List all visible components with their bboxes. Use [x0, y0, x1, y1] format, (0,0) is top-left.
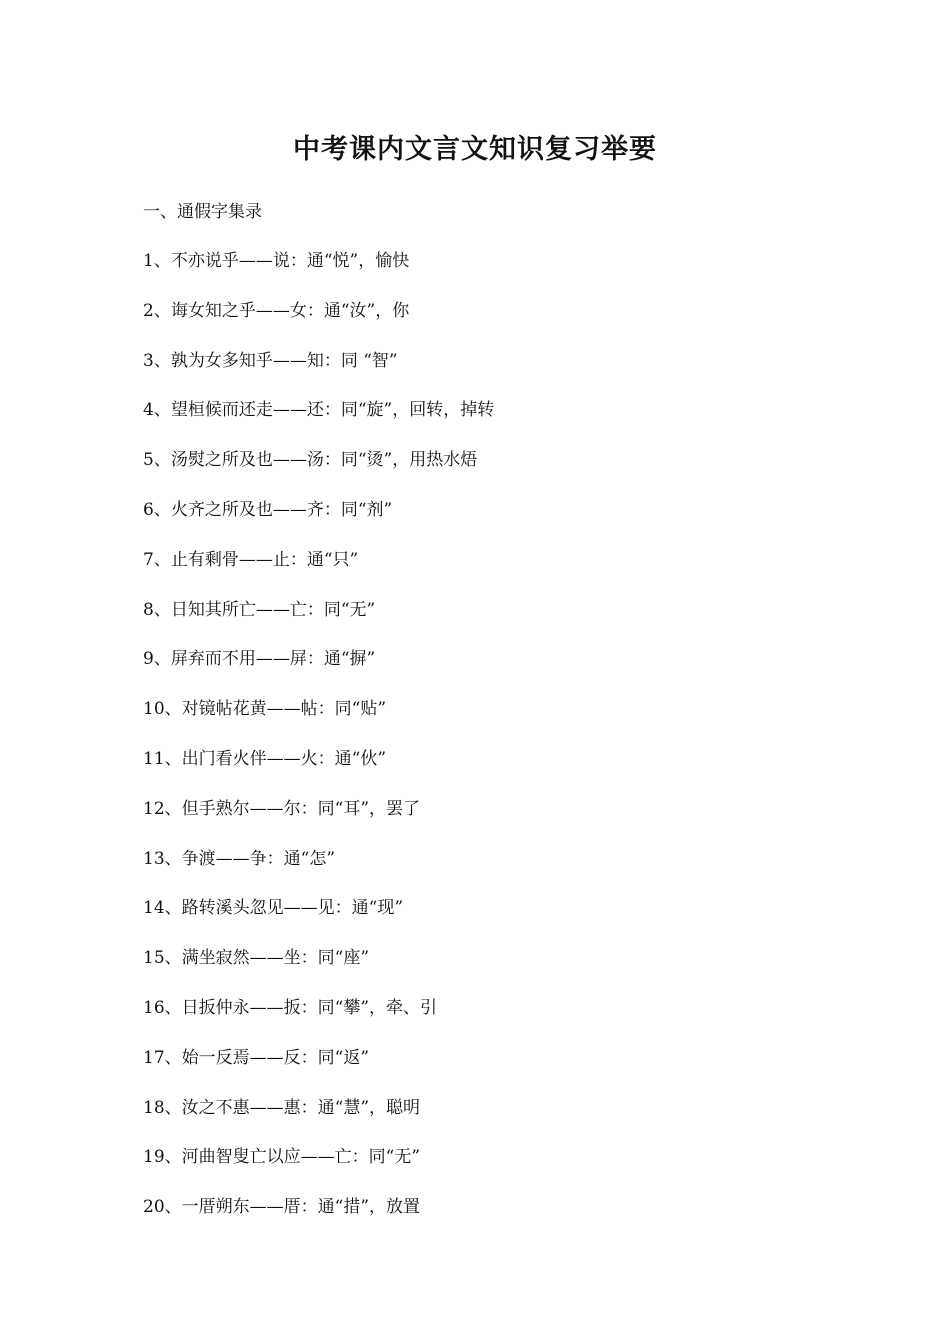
list-item: 1、不亦说乎——说：通“悦”，愉快	[143, 251, 410, 271]
list-item: 11、出门看火伴——火：通“伙”	[143, 748, 387, 769]
list-item: 6、火齐之所及也——齐：同“剂”	[143, 499, 393, 520]
list-item: 13、争渡——争：通“怎”	[143, 848, 336, 869]
list-item: 9、屏弃而不用——屏：通“摒”	[143, 649, 376, 670]
list-item: 5、汤熨之所及也——汤：同“烫”，用热水焐	[143, 450, 478, 471]
list-item: 7、止有剩骨——止：通“只”	[143, 549, 359, 570]
document-title: 中考课内文言文知识复习举要	[293, 134, 657, 165]
list-item: 17、始一反焉——反：同“返”	[143, 1047, 370, 1068]
section-heading: 一、通假字集录	[143, 202, 262, 222]
entry-list	[143, 247, 494, 1243]
list-item: 8、日知其所亡——亡：同“无”	[143, 599, 376, 620]
list-item: 18、汝之不惠——惠：通“慧”，聪明	[143, 1097, 421, 1118]
list-item: 10、对镜帖花黄——帖：同“贴”	[143, 699, 387, 720]
list-item: 20、一厝朔东——厝：通“措”，放置	[143, 1197, 421, 1218]
list-item: 4、望桓候而还走——还：同“旋”，回转，掉转	[143, 400, 495, 421]
list-item: 16、日扳仲永——扳：同“攀”，牵、引	[143, 997, 438, 1018]
list-item: 12、但手熟尔——尔：同“耳”，罢了	[143, 798, 421, 819]
list-item: 3、孰为女多知乎——知：同 “智”	[143, 350, 398, 371]
list-item: 15、满坐寂然——坐：同“座”	[143, 948, 370, 969]
list-item: 19、河曲智叟亡以应——亡：同“无”	[143, 1147, 421, 1168]
list-item: 14、路转溪头忽见——见：通“现”	[143, 898, 404, 919]
list-item: 2、诲女知之乎——女：通“汝”，你	[143, 300, 410, 321]
